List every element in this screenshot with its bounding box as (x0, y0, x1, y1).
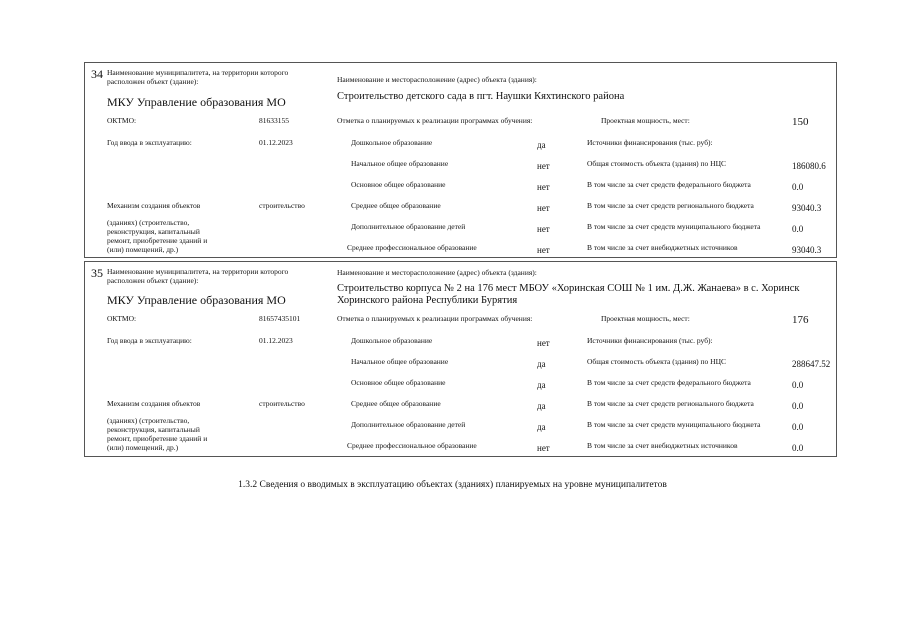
year-label: Год ввода в эксплуатацию: (107, 138, 192, 147)
financing-federal-value: 0.0 (792, 182, 804, 192)
oktmo-label: ОКТМО: (107, 314, 137, 323)
section-caption: 1.3.2 Сведения о вводимых в эксплуатацию объектах (зданиях) планируемых на уровне муниципалитетов (238, 480, 667, 490)
program-vocational: Среднее профессиональное образование (347, 243, 477, 252)
program-preschool-value: нет (537, 338, 550, 348)
mechanism-label-line2: (зданиях) (строительство, (107, 218, 190, 227)
mechanism-label-line2: (зданиях) (строительство, (107, 416, 190, 425)
financing-regional-value: 93040.3 (792, 203, 822, 213)
mechanism-label-line3: реконструкция, капитальный (107, 227, 200, 236)
program-basic-value: да (537, 380, 546, 390)
program-primary-value: нет (537, 161, 550, 171)
program-basic: Основное общее образование (351, 378, 446, 387)
mechanism-label-line1: Механизм создания объектов (107, 201, 201, 210)
program-primary-value: да (537, 359, 546, 369)
program-secondary: Среднее общее образование (351, 399, 441, 408)
capacity-value: 176 (792, 314, 809, 326)
financing-federal-label: В том числе за счет средств федерального бюджета (587, 180, 751, 189)
municipality-label-line1: Наименование муниципалитета, на территории которого (107, 68, 289, 77)
program-additional-value: нет (537, 224, 550, 234)
financing-municipal-label: В том числе за счет средств муниципального бюджета (587, 420, 761, 429)
capacity-label: Проектная мощность, мест: (601, 116, 690, 125)
capacity-label: Проектная мощность, мест: (601, 314, 690, 323)
capacity-value: 150 (792, 116, 809, 128)
mechanism-label-line5: (или) помещений, др.) (107, 245, 179, 254)
row-number: 34 (91, 67, 103, 81)
mechanism-value: строительство (259, 201, 305, 210)
financing-extrabudget-value: 93040.3 (792, 245, 822, 255)
program-secondary-value: нет (537, 203, 550, 213)
financing-regional-value: 0.0 (792, 401, 804, 411)
object-card-35 (84, 261, 837, 457)
financing-label: Источники финансирования (тыс. руб): (587, 138, 713, 147)
financing-federal-value: 0.0 (792, 380, 804, 390)
financing-regional-label: В том числе за счет средств регионального бюджета (587, 201, 754, 210)
financing-regional-label: В том числе за счет средств регионального бюджета (587, 399, 754, 408)
mechanism-label-line1: Механизм создания объектов (107, 399, 201, 408)
row-number: 35 (91, 266, 103, 280)
financing-extrabudget-label: В том числе за счет внебюджетных источников (587, 243, 738, 252)
program-additional: Дополнительное образование детей (351, 222, 466, 231)
mechanism-label-line4: ремонт, приобретение зданий и (107, 236, 208, 245)
organization-name: МКУ Управление образования МО (107, 95, 286, 109)
organization-name: МКУ Управление образования МО (107, 293, 286, 307)
programs-label: Отметка о планируемых к реализации программах обучения: (337, 314, 533, 323)
program-vocational: Среднее профессиональное образование (347, 441, 477, 450)
program-basic-value: нет (537, 182, 550, 192)
year-value: 01.12.2023 (259, 336, 293, 345)
program-basic: Основное общее образование (351, 180, 446, 189)
year-label: Год ввода в эксплуатацию: (107, 336, 192, 345)
programs-label: Отметка о планируемых к реализации программах обучения: (337, 116, 533, 125)
financing-federal-label: В том числе за счет средств федерального бюджета (587, 378, 751, 387)
oktmo-value: 81657435101 (259, 314, 301, 323)
object-name-line1: Строительство детского сада в пгт. Наушки Кяхтинского района (337, 91, 625, 102)
program-secondary: Среднее общее образование (351, 201, 441, 210)
financing-municipal-value: 0.0 (792, 422, 804, 432)
program-secondary-value: да (537, 401, 546, 411)
program-vocational-value: нет (537, 443, 550, 453)
object-label: Наименование и месторасположение (адрес) объекта (здания): (337, 268, 537, 277)
mechanism-label-line4: ремонт, приобретение зданий и (107, 434, 208, 443)
object-label: Наименование и месторасположение (адрес) объекта (здания): (337, 75, 537, 84)
program-preschool-value: да (537, 140, 546, 150)
financing-total-label: Общая стоимость объекта (здания) по НЦС (587, 357, 727, 366)
financing-total-value: 186080.6 (792, 161, 826, 171)
program-additional: Дополнительное образование детей (351, 420, 466, 429)
program-primary: Начальное общее образование (351, 357, 449, 366)
financing-label: Источники финансирования (тыс. руб): (587, 336, 713, 345)
object-card-34 (84, 62, 837, 258)
financing-total-label: Общая стоимость объекта (здания) по НЦС (587, 159, 727, 168)
oktmo-label: ОКТМО: (107, 116, 137, 125)
financing-total-value: 288647.52 (792, 359, 831, 369)
mechanism-label-line3: реконструкция, капитальный (107, 425, 200, 434)
program-primary: Начальное общее образование (351, 159, 449, 168)
financing-municipal-value: 0.0 (792, 224, 804, 234)
mechanism-value: строительство (259, 399, 305, 408)
oktmo-value: 81633155 (259, 116, 289, 125)
financing-extrabudget-value: 0.0 (792, 443, 804, 453)
municipality-label-line2: расположен объект (здание): (107, 276, 199, 285)
object-name-line1: Строительство корпуса № 2 на 176 мест МБОУ «Хоринская СОШ № 1 им. Д.Ж. Жанаева» в с. Хоринск (337, 283, 800, 294)
program-vocational-value: нет (537, 245, 550, 255)
financing-municipal-label: В том числе за счет средств муниципального бюджета (587, 222, 761, 231)
year-value: 01.12.2023 (259, 138, 293, 147)
program-preschool: Дошкольное образование (351, 336, 433, 345)
municipality-label-line1: Наименование муниципалитета, на территории которого (107, 267, 289, 276)
program-additional-value: да (537, 422, 546, 432)
financing-extrabudget-label: В том числе за счет внебюджетных источников (587, 441, 738, 450)
municipality-label-line2: расположен объект (здание): (107, 77, 199, 86)
mechanism-label-line5: (или) помещений, др.) (107, 443, 179, 452)
program-preschool: Дошкольное образование (351, 138, 433, 147)
object-name-line2: Хоринского района Республики Бурятия (337, 295, 518, 306)
